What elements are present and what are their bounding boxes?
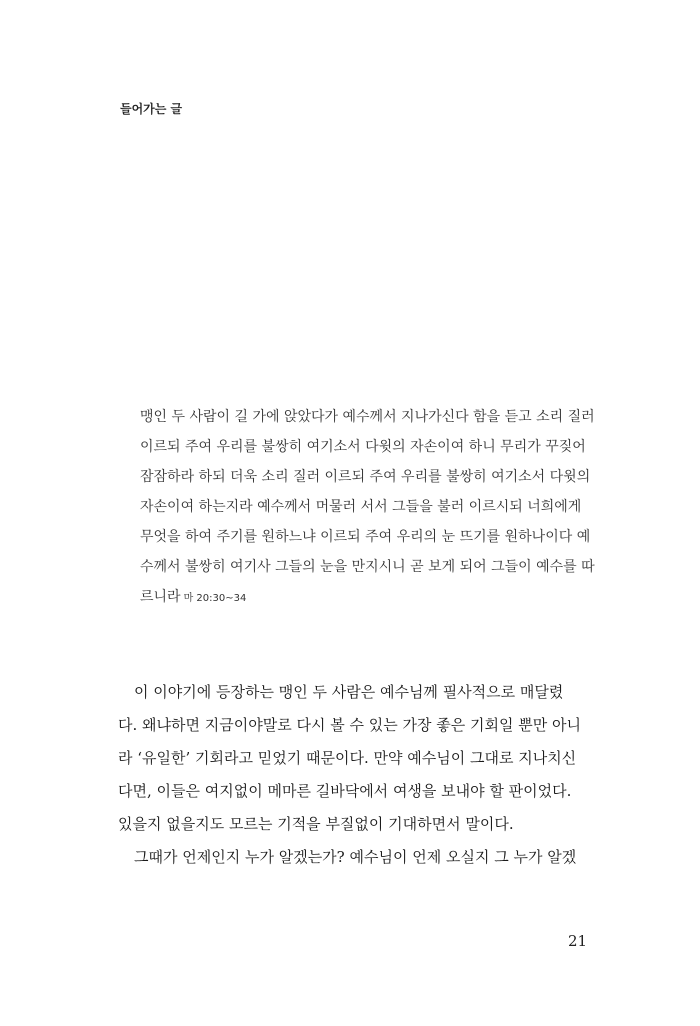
body-text: [118, 676, 602, 874]
scripture-last-line: [140, 582, 600, 614]
scripture-line: 자손이여 하는지라 예수께서 머물러 서서 그들을 불러 이르시되 너희에게: [140, 499, 582, 515]
body-line: 있을지 없을지도 모르는 기적을 부질없이 기대하면서 말이다.: [118, 815, 514, 833]
body-line: 그때가 언제인지 누가 알겠는가? 예수님이 언제 오실지 그 누가 알겠: [134, 848, 577, 866]
scripture-line: 이르되 주여 우리를 불쌍히 여기소서 다윗의 자손이여 하니 무리가 꾸짖어: [140, 439, 586, 455]
body-line: 이 이야기에 등장하는 맹인 두 사람은 예수님께 필사적으로 매달렸: [134, 683, 564, 701]
page-number: 21: [568, 932, 588, 950]
scripture-line: 맹인 두 사람이 길 가에 앉았다가 예수께서 지나가신다 함을 듣고 소리 질러: [140, 409, 595, 425]
body-line: 다면, 이들은 여지없이 메마른 길바닥에서 여생을 보내야 할 판이었다.: [118, 782, 572, 800]
body-line: 라 ‘유일한’ 기회라고 믿었기 때문이다. 만약 예수님이 그대로 지나치신: [118, 749, 577, 767]
body-line: 다. 왜냐하면 지금이야말로 다시 볼 수 있는 가장 좋은 기회일 뿐만 아니: [118, 716, 581, 734]
scripture-line: 무엇을 하여 주기를 원하느냐 이르되 주여 우리의 눈 뜨기를 원하나이다 예: [140, 529, 591, 545]
running-head: 들어가는 글: [120, 102, 183, 116]
scripture-line: 수께서 불쌍히 여기사 그들의 눈을 만지시니 곧 보게 되어 그들이 예수를 따: [140, 559, 595, 575]
scripture-reference: 마 20:30~34: [183, 593, 247, 604]
scripture-line: 르니라: [140, 589, 181, 605]
scripture-line: 잠잠하라 하되 더욱 소리 질러 이르되 주여 우리를 불쌍히 여기소서 다윗의: [140, 469, 591, 485]
scripture-quote: [140, 402, 600, 614]
